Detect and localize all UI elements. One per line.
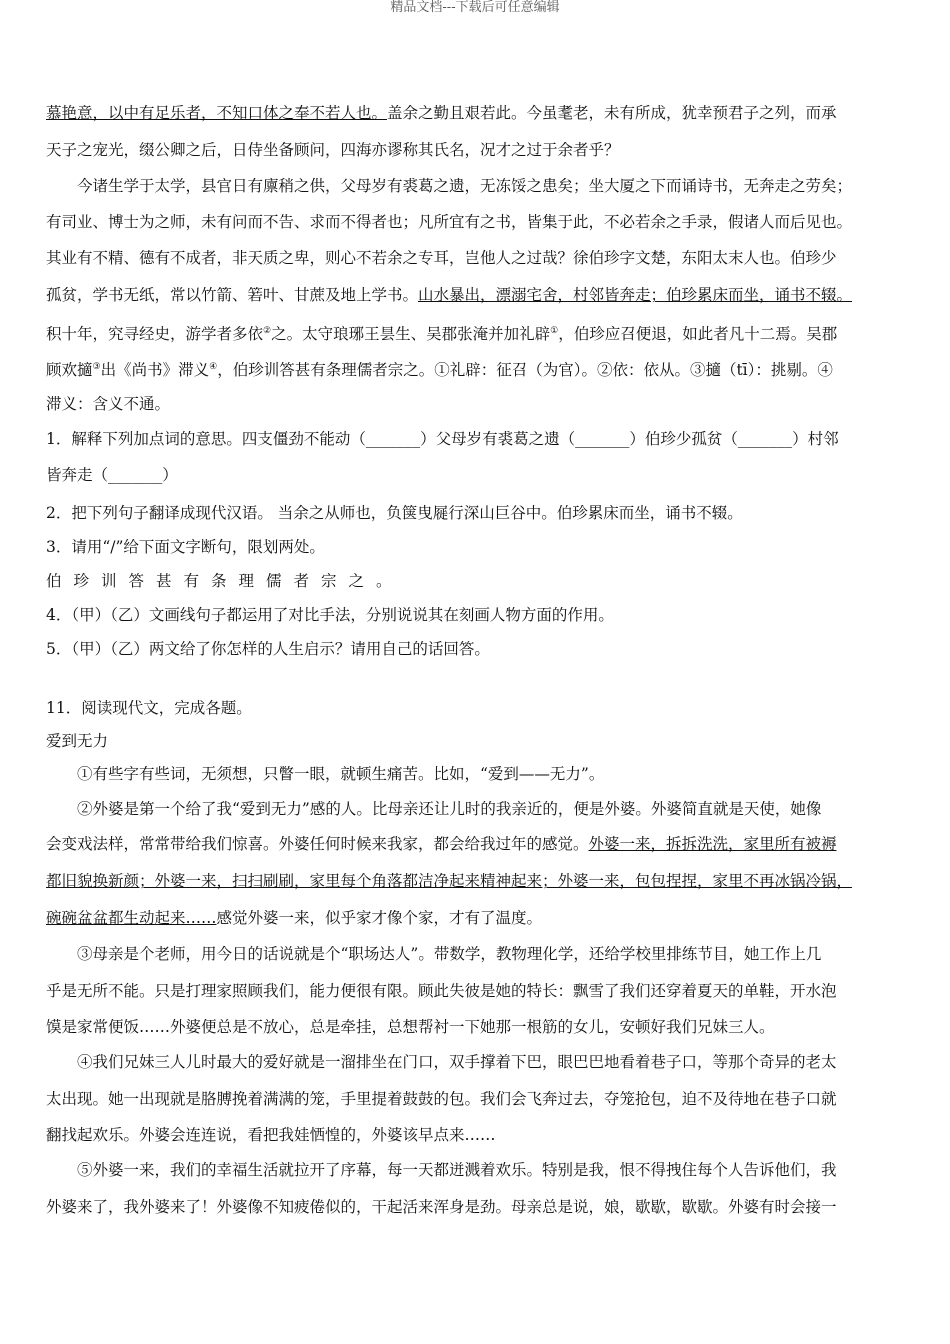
essay-title: 爱到无力 [46,732,109,750]
text-span: 顾欢擿 [46,361,93,380]
footnote-mark: ② [263,326,272,336]
question-3-text: 伯珍训答甚有条理儒者宗之。 [46,572,404,590]
text-line-1 [46,102,908,124]
underlined-sentence: 慕艳意，以中有足乐者，不知口体之奉不若人也。 [46,104,388,122]
question-3: 3．请用“/”给下面文字断句，限划两处。 [46,538,325,556]
underlined-sentence: 外婆一来，拆拆洗洗，家里所有被褥 [588,835,837,853]
text-span: 出《尚书》滞义 [100,361,210,380]
text-line-2: 天子之宠光，缀公卿之后，日侍坐备顾问，四海亦谬称其氏名，况才之过于余者乎？ [46,141,620,159]
text-span: 之。太守琅琊王昙生、吴郡张淹并加礼辟 [271,325,551,344]
paragraph-2c: 都旧貌换新颜；外婆一来，扫扫刷刷，家里每个角落都洁净起来精神起来；外婆一来，包包捏捏，家里不再冰锅冷锅， [46,872,853,890]
text-line-9: 滞义：含义不通。 [46,395,171,413]
text-span: ，伯珍应召便退，如此者凡十二焉。吴郡 [558,325,838,344]
text-span: 积十年，究寻经史，游学者多依 [46,325,264,344]
page-header: 精品文档---下载后可任意编辑 [390,0,560,15]
question-2: 2．把下列句子翻译成现代汉语。 当余之从师也，负箧曳屣行深山巨谷中。伯珍累床而坐，诵书不辍。 [46,504,743,522]
underlined-sentence: 碗碗盆盆都生动起来…… [46,909,217,927]
paragraph-5a: ⑤外婆一来，我们的幸福生活就拉开了序幕，每一天都迸溅着欢乐。特别是我，恨不得拽住每个人告诉他们，我 [46,1161,837,1179]
footnote-mark: ① [550,326,559,336]
paragraph-3c: 馍是家常便饭……外婆便总是不放心，总是牵挂，总想帮衬一下她那一根筋的女儿，安顿好我们兄妹三人。 [46,1018,775,1036]
text-line-5: 其业有不精、德有不成者，非天质之卑，则心不若余之专耳，岂他人之过哉？徐伯珍字文楚，东阳太末人也。伯珍少 [46,249,837,267]
text-line-3: 今诸生学于太学，县官日有廪稍之供，父母岁有裘葛之遗，无冻馁之患矣；坐大厦之下而诵诗书，无奔走之劳矣； [46,177,853,195]
paragraph-4a: ④我们兄妹三人儿时最大的爱好就是一溜排坐在门口，双手撑着下巴，眼巴巴地看着巷子口，等那个奇异的老太 [46,1053,837,1071]
paragraph-1: ①有些字有些词，无须想，只瞥一眼，就顿生痛苦。比如，“爱到——无力”。 [46,765,605,783]
footnote-mark: ③ [92,362,101,372]
text-span: 盖余之勤且艰若此。今虽耄老，未有所成，犹幸预君子之列，而承 [387,104,837,122]
underlined-sentence: 山水暴出，漂溺宅舍，村邻皆奔走；伯珍累床而坐，诵书不辍。 [418,286,853,304]
paragraph-2d [46,907,908,929]
text-span: 孤贫，学书无纸，常以竹箭、箬叶、甘蔗及地上学书。 [46,286,419,304]
paragraph-2b [46,833,908,855]
paragraph-4c: 翻找起欢乐。外婆会连连说，看把我娃恓惶的，外婆该早点来…… [46,1126,496,1144]
question-1-cont: 皆奔走（_______） [46,466,178,484]
question-1: 1．解释下列加点词的意思。四支僵劲不能动（_______）父母岁有裘葛之遗（_______）伯珍少孤贫（_______）村邻 [46,430,839,448]
text-span: 感觉外婆一来，似乎家才像个家，才有了温度。 [216,909,543,927]
text-line-8 [46,356,908,381]
paragraph-2a: ②外婆是第一个给了我“爱到无力”感的人。比母亲还让儿时的我亲近的，便是外婆。外婆简直就是天使，她像 [46,800,822,818]
text-span: 会变戏法样，常常带给我们惊喜。外婆任何时候来我家，都会给我过年的感觉。 [46,835,589,853]
text-line-7 [46,320,908,345]
paragraph-5b: 外婆来了，我外婆来了！外婆像不知疲倦似的，干起活来浑身是劲。母亲总是说，娘，歇歇，歇歇。外婆有时会接一 [46,1198,837,1216]
question-4: 4．（甲）（乙）文画线句子都运用了对比手法，分别说说其在刻画人物方面的作用。 [46,606,614,624]
text-span: ，伯珍训答甚有条理儒者宗之。①礼辟：征召（为官）。②依：依从。③擿（tī）：挑剔。④ [217,361,833,380]
paragraph-3a: ③母亲是个老师，用今日的话说就是个“职场达人”。带数学，教物理化学，还给学校里排练节目，她工作上几 [46,945,822,963]
paragraph-3b: 乎是无所不能。只是打理家照顾我们，能力便很有限。顾此失彼是她的特长：飘雪了我们还穿着夏天的单鞋，开水泡 [46,982,837,1000]
question-5: 5．（甲）（乙）两文给了你怎样的人生启示？请用自己的话回答。 [46,640,490,658]
paragraph-4b: 太出现。她一出现就是胳膊挽着满满的笼，手里提着鼓鼓的包。我们会飞奔过去，夺笼抢包，迫不及待地在巷子口就 [46,1090,837,1108]
footnote-mark: ④ [209,362,218,372]
text-line-4: 有司业、博士为之师，未有问而不告、求而不得者也；凡所宜有之书，皆集于此，不必若余之手录，假诸人而后见也。 [46,213,853,231]
section-title: 11．阅读现代文，完成各题。 [46,699,252,717]
text-line-6 [46,284,908,306]
